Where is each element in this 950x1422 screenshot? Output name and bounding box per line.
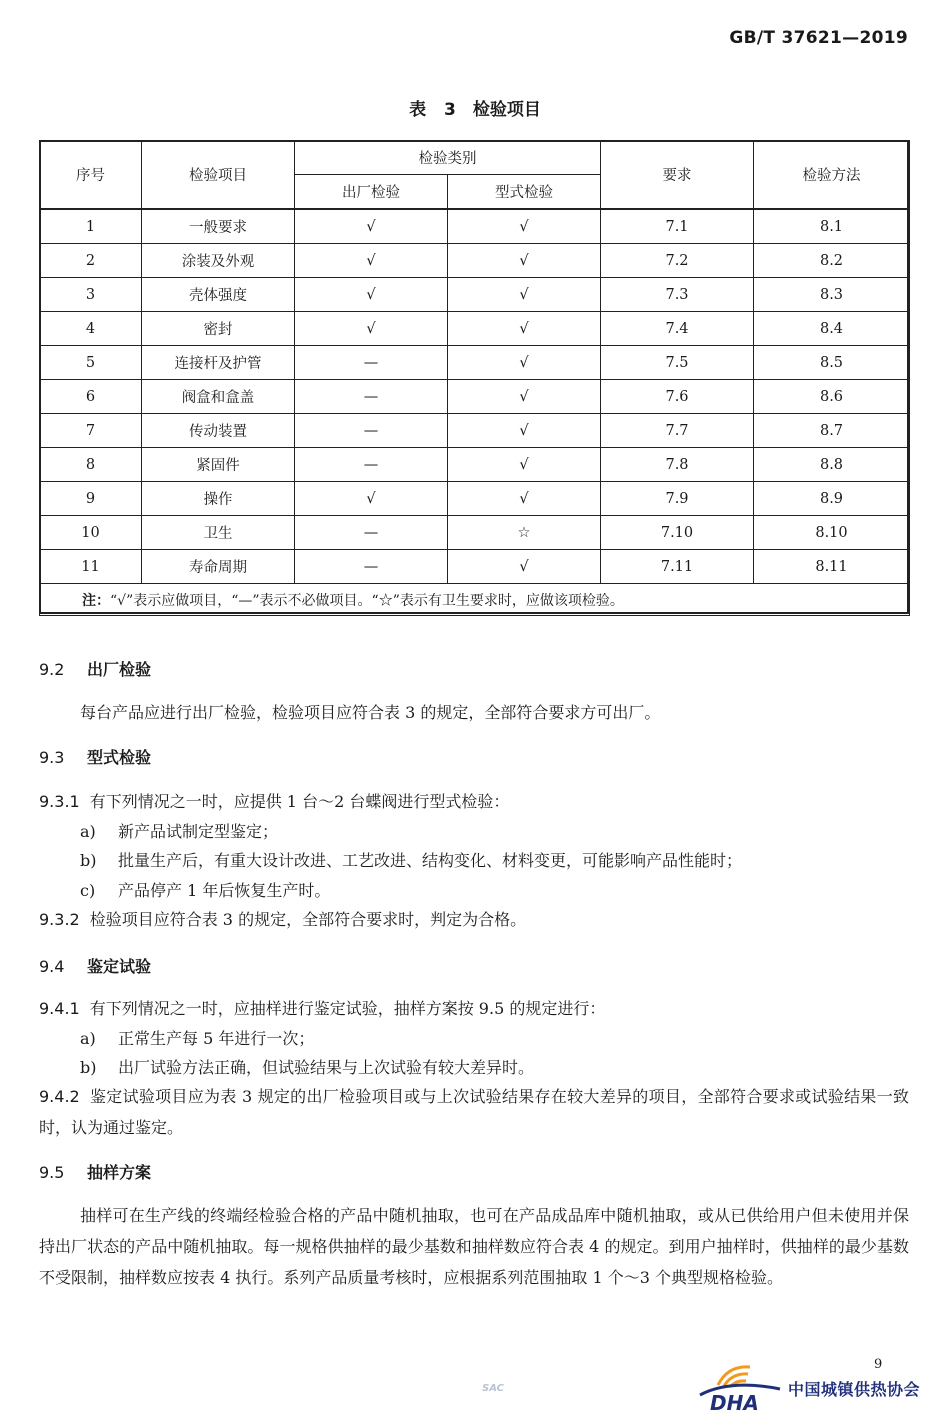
clause-number: 9.3.1 <box>39 792 80 811</box>
cell-requirement: 7.9 <box>601 482 754 516</box>
cell-factory: √ <box>295 482 448 516</box>
dha-logo-text: DHA <box>710 1391 759 1415</box>
cell-method: 8.1 <box>754 209 910 244</box>
table-row <box>40 380 910 414</box>
cell-requirement: 7.2 <box>601 244 754 278</box>
list-item <box>39 875 950 906</box>
cell-seq: 1 <box>40 209 142 244</box>
clause-text: 鉴定试验项目应为表 3 规定的出厂检验项目或与上次试验结果存在较大差异的项目，全部符合要求或试验结果一致时，认为通过鉴定。 <box>39 1087 909 1137</box>
cell-item: 卫生 <box>142 516 295 550</box>
cell-seq: 7 <box>40 414 142 448</box>
cell-type: √ <box>448 380 601 414</box>
header-method: 检验方法 <box>754 141 910 210</box>
cell-seq: 2 <box>40 244 142 278</box>
cell-factory: — <box>295 516 448 550</box>
table-row <box>40 550 910 584</box>
clause-text: 有下列情况之一时，应抽样进行鉴定试验，抽样方案按 9.5 的规定进行： <box>89 999 606 1018</box>
cell-item: 密封 <box>142 312 295 346</box>
cell-method: 8.7 <box>754 414 910 448</box>
standard-number: GB/T 37621—2019 <box>729 28 908 48</box>
list-label: b) <box>80 851 97 870</box>
list-label: b) <box>80 1058 97 1077</box>
section-number: 9.5 <box>39 1163 65 1182</box>
cell-seq: 3 <box>40 278 142 312</box>
clause-9-3-1 <box>39 786 909 817</box>
table-row <box>40 448 910 482</box>
cell-method: 8.3 <box>754 278 910 312</box>
list-text: 产品停产 1 年后恢复生产时。 <box>118 881 331 900</box>
cell-method: 8.4 <box>754 312 910 346</box>
header-category: 检验类别 <box>295 141 601 175</box>
cell-method: 8.8 <box>754 448 910 482</box>
paragraph-9-5: 抽样可在生产线的终端经检验合格的产品中随机抽取，也可在产品成品库中随机抽取，或从已供给用户但未使用并保持出厂状态的产品中随机抽取。每一规格供抽样的最少基数和抽样数应符合表 4 的规定。到用户抽样时，供抽样的最少基数不受限制，抽样数应按表 4 执行。系列产品质量考核时，应根据系列范围抽取 1 个～3 个典型规格检验。 <box>39 1206 909 1287</box>
list-item <box>39 816 950 847</box>
table-row <box>40 516 910 550</box>
cell-type: √ <box>448 209 601 244</box>
paragraph-9-2: 每台产品应进行出厂检验，检验项目应符合表 3 的规定，全部符合要求方可出厂。 <box>80 703 661 722</box>
section-title: 鉴定试验 <box>87 957 152 976</box>
table-title: 表 3 检验项目 <box>409 100 541 120</box>
list-item <box>39 1023 950 1054</box>
list-text: 正常生产每 5 年进行一次； <box>118 1029 315 1048</box>
cell-factory: — <box>295 550 448 584</box>
note-text: “√”表示应做项目，“—”表示不必做项目。“☆”表示有卫生要求时，应做该项检验。 <box>110 592 624 609</box>
cell-factory: √ <box>295 209 448 244</box>
cell-type: √ <box>448 312 601 346</box>
clause-number: 9.4.1 <box>39 999 80 1018</box>
cell-requirement: 7.7 <box>601 414 754 448</box>
page-number: 9 <box>874 1357 883 1372</box>
section-title: 抽样方案 <box>87 1163 152 1182</box>
cell-item: 寿命周期 <box>142 550 295 584</box>
table-header-row <box>40 141 910 175</box>
cell-requirement: 7.5 <box>601 346 754 380</box>
table-row <box>40 346 910 380</box>
cell-requirement: 7.11 <box>601 550 754 584</box>
header-type: 型式检验 <box>448 175 601 210</box>
cell-type: √ <box>448 278 601 312</box>
list-label: c) <box>80 881 96 900</box>
cell-method: 8.2 <box>754 244 910 278</box>
section-number: 9.2 <box>39 660 65 679</box>
table-row <box>40 278 910 312</box>
section-heading-9-5 <box>39 1160 151 1183</box>
clause-9-4-2 <box>39 1081 909 1143</box>
cell-factory: √ <box>295 244 448 278</box>
cell-seq: 8 <box>40 448 142 482</box>
cell-item: 阀盒和盒盖 <box>142 380 295 414</box>
cell-method: 8.9 <box>754 482 910 516</box>
list-item <box>39 1052 950 1083</box>
cell-type: √ <box>448 346 601 380</box>
cell-type: ☆ <box>448 516 601 550</box>
cell-item: 紧固件 <box>142 448 295 482</box>
cell-seq: 6 <box>40 380 142 414</box>
clause-text: 检验项目应符合表 3 的规定，全部符合要求时，判定为合格。 <box>89 910 527 929</box>
table-row <box>40 312 910 346</box>
cell-requirement: 7.8 <box>601 448 754 482</box>
dha-emblem-icon <box>690 1355 790 1415</box>
cell-requirement: 7.4 <box>601 312 754 346</box>
cell-item: 壳体强度 <box>142 278 295 312</box>
cell-factory: — <box>295 448 448 482</box>
table-row <box>40 244 910 278</box>
header-requirement: 要求 <box>601 141 754 210</box>
cell-type: √ <box>448 448 601 482</box>
list-text: 新产品试制定型鉴定； <box>118 822 279 841</box>
list-text: 出厂试验方法正确，但试验结果与上次试验有较大差异时。 <box>118 1058 535 1077</box>
cell-requirement: 7.10 <box>601 516 754 550</box>
section-title: 型式检验 <box>87 748 152 767</box>
section-number: 9.3 <box>39 748 65 767</box>
cell-item: 涂装及外观 <box>142 244 295 278</box>
header-factory: 出厂检验 <box>295 175 448 210</box>
sac-watermark: SAC <box>482 1383 504 1394</box>
inspection-table <box>39 140 910 616</box>
cell-factory: — <box>295 414 448 448</box>
organization-name: 中国城镇供热协会 <box>788 1380 921 1399</box>
note-label: 注： <box>82 592 110 609</box>
cell-factory: √ <box>295 278 448 312</box>
cell-method: 8.5 <box>754 346 910 380</box>
cell-requirement: 7.6 <box>601 380 754 414</box>
section-title: 出厂检验 <box>87 660 152 679</box>
table-row <box>40 414 910 448</box>
section-number: 9.4 <box>39 957 65 976</box>
cell-item: 传动装置 <box>142 414 295 448</box>
cell-seq: 4 <box>40 312 142 346</box>
table-row <box>40 209 910 244</box>
clause-number: 9.4.2 <box>39 1087 80 1106</box>
cell-method: 8.11 <box>754 550 910 584</box>
header-seq: 序号 <box>40 141 142 210</box>
cell-seq: 5 <box>40 346 142 380</box>
clause-text: 有下列情况之一时，应提供 1 台～2 台蝶阀进行型式检验： <box>89 792 510 811</box>
list-label: a) <box>80 822 96 841</box>
cell-requirement: 7.3 <box>601 278 754 312</box>
cell-type: √ <box>448 550 601 584</box>
clause-9-4-1 <box>39 993 909 1024</box>
table-row <box>40 482 910 516</box>
section-heading-9-4 <box>39 954 151 977</box>
list-item <box>39 845 950 876</box>
cell-factory: √ <box>295 312 448 346</box>
cell-item: 一般要求 <box>142 209 295 244</box>
cell-type: √ <box>448 244 601 278</box>
list-text: 批量生产后，有重大设计改进、工艺改进、结构变化、材料变更，可能影响产品性能时； <box>118 851 743 870</box>
section-heading-9-3 <box>39 745 151 768</box>
section-heading-9-2 <box>39 657 151 680</box>
table-note <box>40 584 910 616</box>
cell-seq: 11 <box>40 550 142 584</box>
cell-seq: 10 <box>40 516 142 550</box>
cell-method: 8.10 <box>754 516 910 550</box>
cell-type: √ <box>448 414 601 448</box>
clause-9-3-2 <box>39 904 909 935</box>
cell-item: 连接杆及护管 <box>142 346 295 380</box>
list-label: a) <box>80 1029 96 1048</box>
dha-logo <box>690 1355 935 1415</box>
cell-factory: — <box>295 380 448 414</box>
cell-seq: 9 <box>40 482 142 516</box>
cell-factory: — <box>295 346 448 380</box>
cell-method: 8.6 <box>754 380 910 414</box>
cell-type: √ <box>448 482 601 516</box>
cell-item: 操作 <box>142 482 295 516</box>
header-item: 检验项目 <box>142 141 295 210</box>
clause-number: 9.3.2 <box>39 910 80 929</box>
table-note-row <box>40 584 910 616</box>
cell-requirement: 7.1 <box>601 209 754 244</box>
